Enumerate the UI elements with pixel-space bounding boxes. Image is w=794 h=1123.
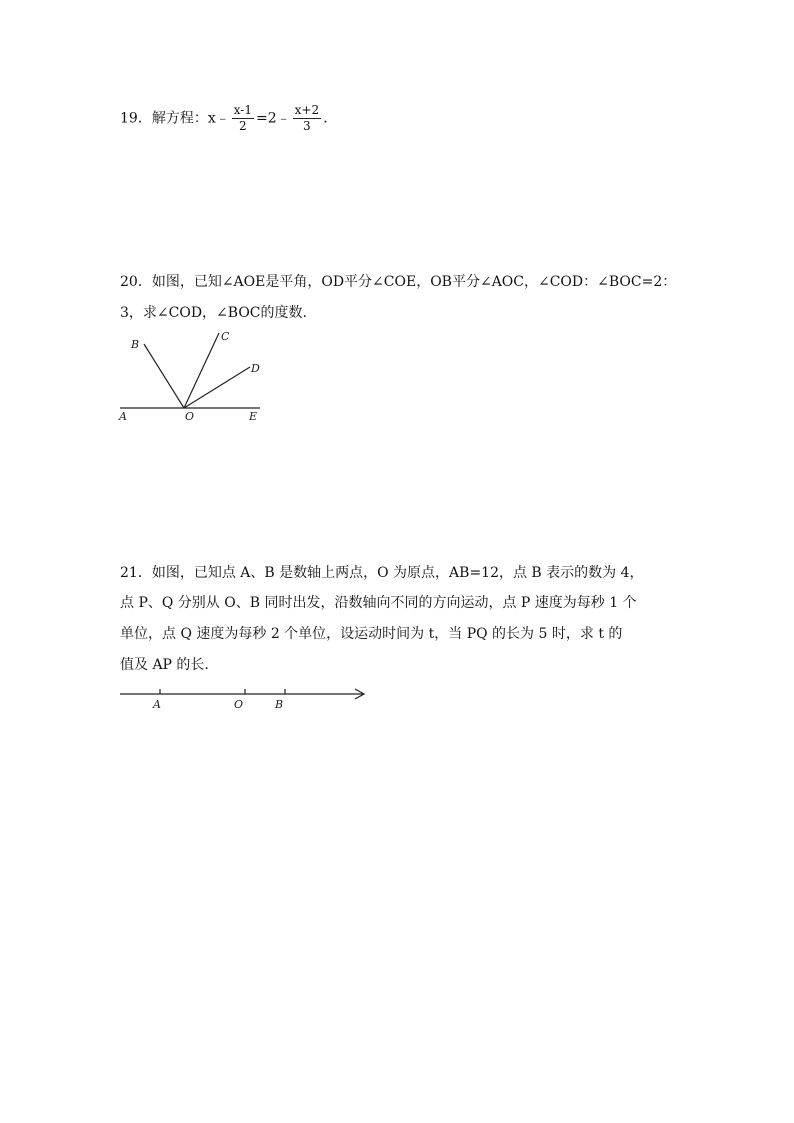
- question-19-number: 19．: [120, 110, 152, 127]
- question-19-lead: 解方程：x﹣: [151, 110, 230, 127]
- label-e: E: [249, 410, 258, 423]
- question-21-line-4: 值及 AP 的长.: [120, 657, 209, 673]
- label-d: D: [251, 362, 260, 375]
- question-20-line-1: 20．如图，已知∠AOE是平角，OD平分∠COE，OB平分∠AOC，∠COD：∠BOC=2：: [120, 274, 677, 290]
- label-a: A: [119, 410, 127, 423]
- question-19-mid: =2﹣: [255, 110, 291, 127]
- question-21-line-1: 21．如图，已知点 A、B 是数轴上两点，O 为原点，AB=12，点 B 表示的数为 4，: [120, 565, 644, 581]
- label-c: C: [221, 330, 230, 343]
- ray-ob: [144, 344, 184, 408]
- question-19-tail: .: [323, 110, 328, 127]
- question-21-line-2: 点 P、Q 分别从 O、B 同时出发，沿数轴向不同的方向运动，点 P 速度为每秒 1 个: [120, 595, 637, 611]
- number-line-label-o: O: [234, 698, 244, 711]
- fraction-2: [293, 103, 321, 134]
- label-o: O: [185, 410, 195, 423]
- number-line-figure: [115, 683, 375, 713]
- fraction-1-denominator: 2: [239, 119, 247, 133]
- angle-figure: [115, 325, 275, 425]
- fraction-2-denominator: 3: [303, 119, 311, 133]
- number-line-label-a: A: [153, 698, 161, 711]
- fraction-1-numerator: x-1: [233, 103, 252, 117]
- question-19: [120, 103, 328, 134]
- fraction-1: [232, 103, 254, 134]
- label-b: B: [131, 338, 140, 351]
- question-20-line-2: 3，求∠COD，∠BOC的度数.: [120, 305, 307, 321]
- number-line-label-b: B: [275, 698, 284, 711]
- question-21-line-3: 单位，点 Q 速度为每秒 2 个单位，设运动时间为 t，当 PQ 的长为 5 时，求 t 的: [120, 626, 623, 642]
- fraction-2-numerator: x+2: [294, 103, 320, 117]
